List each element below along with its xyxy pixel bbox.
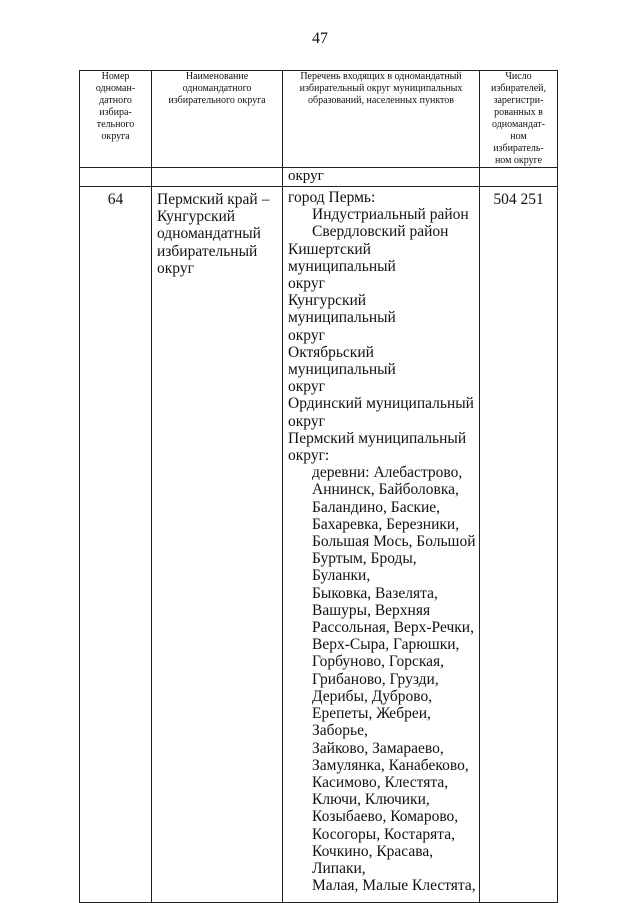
municipality-line: Козыбаево, Комарово, <box>312 808 459 826</box>
header-line: избирательного округа <box>168 95 266 106</box>
header-line: образований, населенных пунктов <box>307 95 455 106</box>
municipality-line: Кочкино, Красава, Липаки, <box>312 842 434 877</box>
district-name-line: Пермский край – <box>157 191 270 208</box>
districts-table <box>79 70 558 903</box>
header-line: избирательный округ муниципальных <box>299 83 463 94</box>
municipality-line: Бахаревка, Березники, <box>312 515 460 533</box>
district-number: 64 <box>80 187 152 903</box>
continuation-cell-number <box>80 168 152 187</box>
header-line: Перечень входящих в одномандатный <box>300 71 462 82</box>
municipality-line: Вашуры, Верхняя <box>312 601 431 619</box>
header-line: избиратель- <box>493 143 544 154</box>
municipality-line: Грибаново, Грузди, <box>312 670 439 688</box>
header-line: одномандат- <box>492 119 545 130</box>
municipality-line: Кунгурский муниципальный <box>288 292 396 327</box>
continuation-row <box>80 168 558 187</box>
municipality-line: Зайково, Замараево, <box>312 739 444 757</box>
continuation-text: округ <box>283 168 480 187</box>
municipality-line: округ <box>288 275 325 293</box>
header-line: зарегистри- <box>493 95 544 106</box>
header-line: рованных в <box>494 107 543 118</box>
table-header-row <box>80 71 558 168</box>
municipality-line: округ <box>288 378 325 396</box>
municipality-line: округ: <box>288 447 330 465</box>
table-row <box>80 187 558 903</box>
district-name-line: избирательный <box>157 242 258 260</box>
header-district-name <box>152 71 283 168</box>
municipality-line: Пермский муниципальный <box>288 429 467 447</box>
municipality-line: Свердловский район <box>312 223 449 241</box>
district-name-line: одномандатный <box>157 225 261 243</box>
page-number: 47 <box>312 30 328 47</box>
header-line: избира- <box>99 107 132 118</box>
municipality-line: Малая, Малые Клестята, <box>312 877 476 895</box>
header-municipalities-list <box>283 71 480 168</box>
municipality-line: Замулянка, Канабеково, <box>312 756 469 774</box>
municipality-line: Быковка, Вазелята, <box>312 584 438 602</box>
header-line: ном округе <box>494 155 543 166</box>
header-line: ном <box>510 131 527 142</box>
header-line: одноман- <box>95 83 136 94</box>
municipality-line: Буртым, Броды, Буланки, <box>312 550 417 585</box>
header-line: тельного <box>96 119 135 130</box>
municipality-line: Баландино, Баские, <box>312 498 441 516</box>
municipality-line: деревни: Алебастрово, <box>312 464 463 482</box>
municipality-line: Рассольная, Верх-Речки, <box>312 619 474 637</box>
municipality-line: Индустриальный район <box>312 206 469 224</box>
voters-count: 504 251 <box>480 187 558 903</box>
municipality-line: Верх-Сыра, Гарюшки, <box>312 636 460 654</box>
header-line: датного <box>99 95 132 106</box>
municipality-line: Аннинск, Байболовка, <box>312 481 459 499</box>
header-line: Наименование <box>185 71 249 82</box>
municipality-line: Ключи, Ключики, <box>312 791 430 809</box>
header-line: Номер <box>101 71 130 82</box>
header-voters-count <box>480 71 558 168</box>
district-name <box>152 187 283 903</box>
district-name-line: Кунгурский <box>157 208 236 226</box>
header-line: Число <box>505 71 532 82</box>
header-district-number <box>80 71 152 168</box>
municipality-line: Горбуново, Горская, <box>312 653 445 671</box>
municipality-line: Большая Мось, Большой <box>312 533 476 551</box>
municipality-line: Ерепеты, Жебреи, Заборье, <box>312 705 431 740</box>
district-name-line: округ <box>157 259 194 277</box>
municipality-line: Ординский муниципальный <box>288 395 474 413</box>
header-line: округа <box>101 131 130 142</box>
municipality-line: Косогоры, Костарята, <box>312 825 455 843</box>
municipality-line: Дерибы, Дуброво, <box>312 687 433 705</box>
municipality-line: Кишертский муниципальный <box>288 240 396 275</box>
continuation-cell-name <box>152 168 283 187</box>
municipality-line: город Пермь: <box>288 189 376 206</box>
header-line: избирателей, <box>490 83 546 94</box>
continuation-cell-voters <box>480 168 558 187</box>
municipalities-list <box>283 187 480 903</box>
municipality-line: Касимово, Клестята, <box>312 773 449 791</box>
municipality-line: округ <box>288 412 325 430</box>
municipality-line: Октябрьский муниципальный <box>288 343 396 379</box>
header-line: одномандатного <box>182 83 252 94</box>
municipality-line: округ <box>288 326 325 344</box>
